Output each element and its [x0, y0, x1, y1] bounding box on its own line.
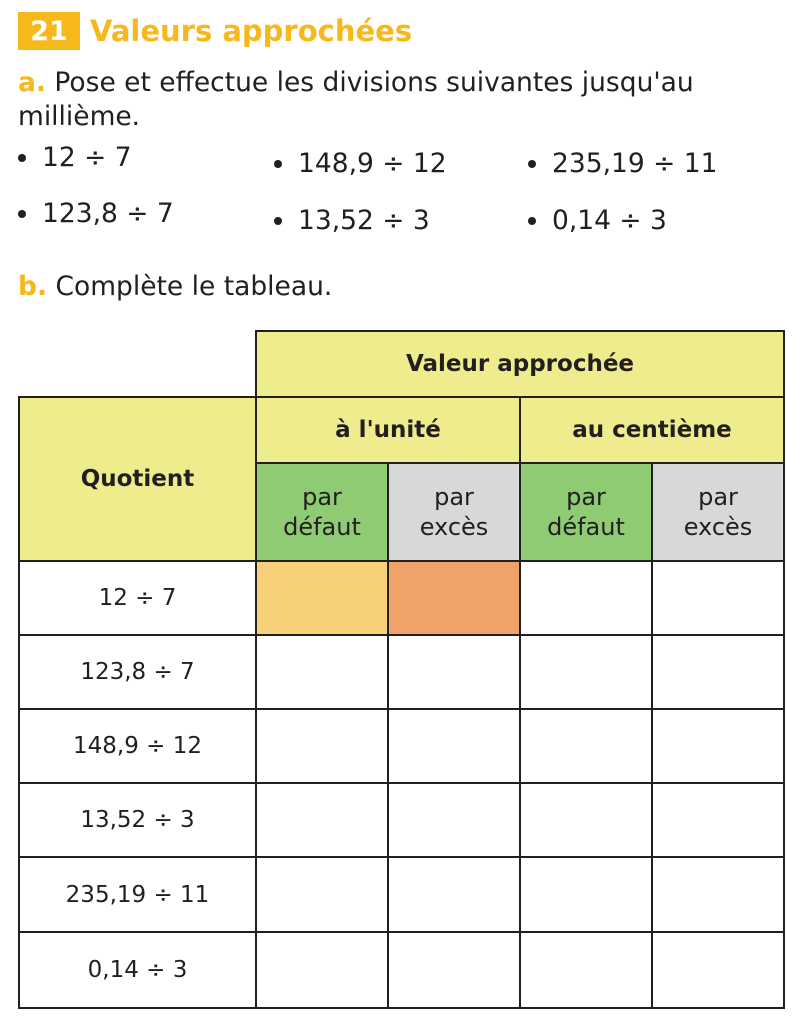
answer-cell[interactable]	[651, 634, 785, 710]
division-text: 13,52 ÷ 3	[298, 205, 430, 236]
answer-cell[interactable]	[255, 931, 389, 1009]
answer-cell[interactable]	[387, 634, 521, 710]
bullet-icon	[18, 210, 26, 218]
division-item	[528, 205, 667, 236]
header-unite-par-defaut: par défaut	[255, 462, 389, 562]
header-centieme-par-exces: par excès	[651, 462, 785, 562]
answer-cell[interactable]	[387, 708, 521, 784]
answer-cell[interactable]	[651, 931, 785, 1009]
answer-cell[interactable]	[387, 931, 521, 1009]
bullet-icon	[18, 154, 26, 162]
header-centieme-par-defaut: par défaut	[519, 462, 653, 562]
bullet-icon	[274, 217, 282, 225]
row-label: 0,14 ÷ 3	[18, 931, 257, 1009]
division-text: 12 ÷ 7	[42, 142, 132, 173]
row-label: 12 ÷ 7	[18, 560, 257, 636]
division-item	[528, 148, 718, 179]
answer-cell[interactable]	[519, 782, 653, 858]
answer-cell[interactable]	[519, 856, 653, 933]
instruction-b-letter: b.	[18, 271, 48, 302]
answer-cell[interactable]	[651, 708, 785, 784]
bullet-icon	[528, 160, 536, 168]
row-label: 148,9 ÷ 12	[18, 708, 257, 784]
division-item	[274, 148, 447, 179]
instruction-a-letter: a.	[18, 67, 46, 98]
division-item	[18, 198, 174, 229]
header-au-centieme: au centième	[519, 396, 785, 464]
answer-cell[interactable]	[519, 560, 653, 636]
division-text: 0,14 ÷ 3	[552, 205, 667, 236]
division-item	[18, 142, 132, 173]
row-label: 13,52 ÷ 3	[18, 782, 257, 858]
exercise-number-badge: 21	[18, 12, 80, 50]
answer-cell[interactable]	[519, 708, 653, 784]
answer-cell[interactable]	[255, 782, 389, 858]
row-label: 123,8 ÷ 7	[18, 634, 257, 710]
answer-cell[interactable]	[255, 856, 389, 933]
bullet-icon	[274, 160, 282, 168]
division-list	[18, 142, 788, 252]
answer-cell[interactable]	[651, 560, 785, 636]
answer-cell[interactable]	[255, 634, 389, 710]
answer-cell[interactable]	[387, 560, 521, 636]
instruction-b-text: Complète le tableau.	[55, 271, 333, 302]
header-a-l-unite: à l'unité	[255, 396, 521, 464]
exercise-header	[18, 10, 412, 52]
answer-cell[interactable]	[519, 931, 653, 1009]
instruction-a	[18, 66, 788, 134]
instruction-a-text: Pose et effectue les divisions suivantes jusqu'au millième.	[18, 67, 694, 132]
approximation-table	[18, 330, 785, 1009]
division-text: 123,8 ÷ 7	[42, 198, 174, 229]
answer-cell[interactable]	[387, 782, 521, 858]
answer-cell[interactable]	[651, 856, 785, 933]
bullet-icon	[528, 217, 536, 225]
division-text: 148,9 ÷ 12	[298, 148, 447, 179]
header-quotient: Quotient	[18, 396, 257, 562]
answer-cell[interactable]	[651, 782, 785, 858]
division-item	[274, 205, 430, 236]
division-text: 235,19 ÷ 11	[552, 148, 718, 179]
header-valeur-approchee: Valeur approchée	[255, 330, 785, 398]
instruction-b	[18, 270, 332, 304]
header-unite-par-exces: par excès	[387, 462, 521, 562]
answer-cell[interactable]	[519, 634, 653, 710]
answer-cell[interactable]	[387, 856, 521, 933]
exercise-title: Valeurs approchées	[90, 14, 413, 48]
answer-cell[interactable]	[255, 708, 389, 784]
answer-cell[interactable]	[255, 560, 389, 636]
row-label: 235,19 ÷ 11	[18, 856, 257, 933]
